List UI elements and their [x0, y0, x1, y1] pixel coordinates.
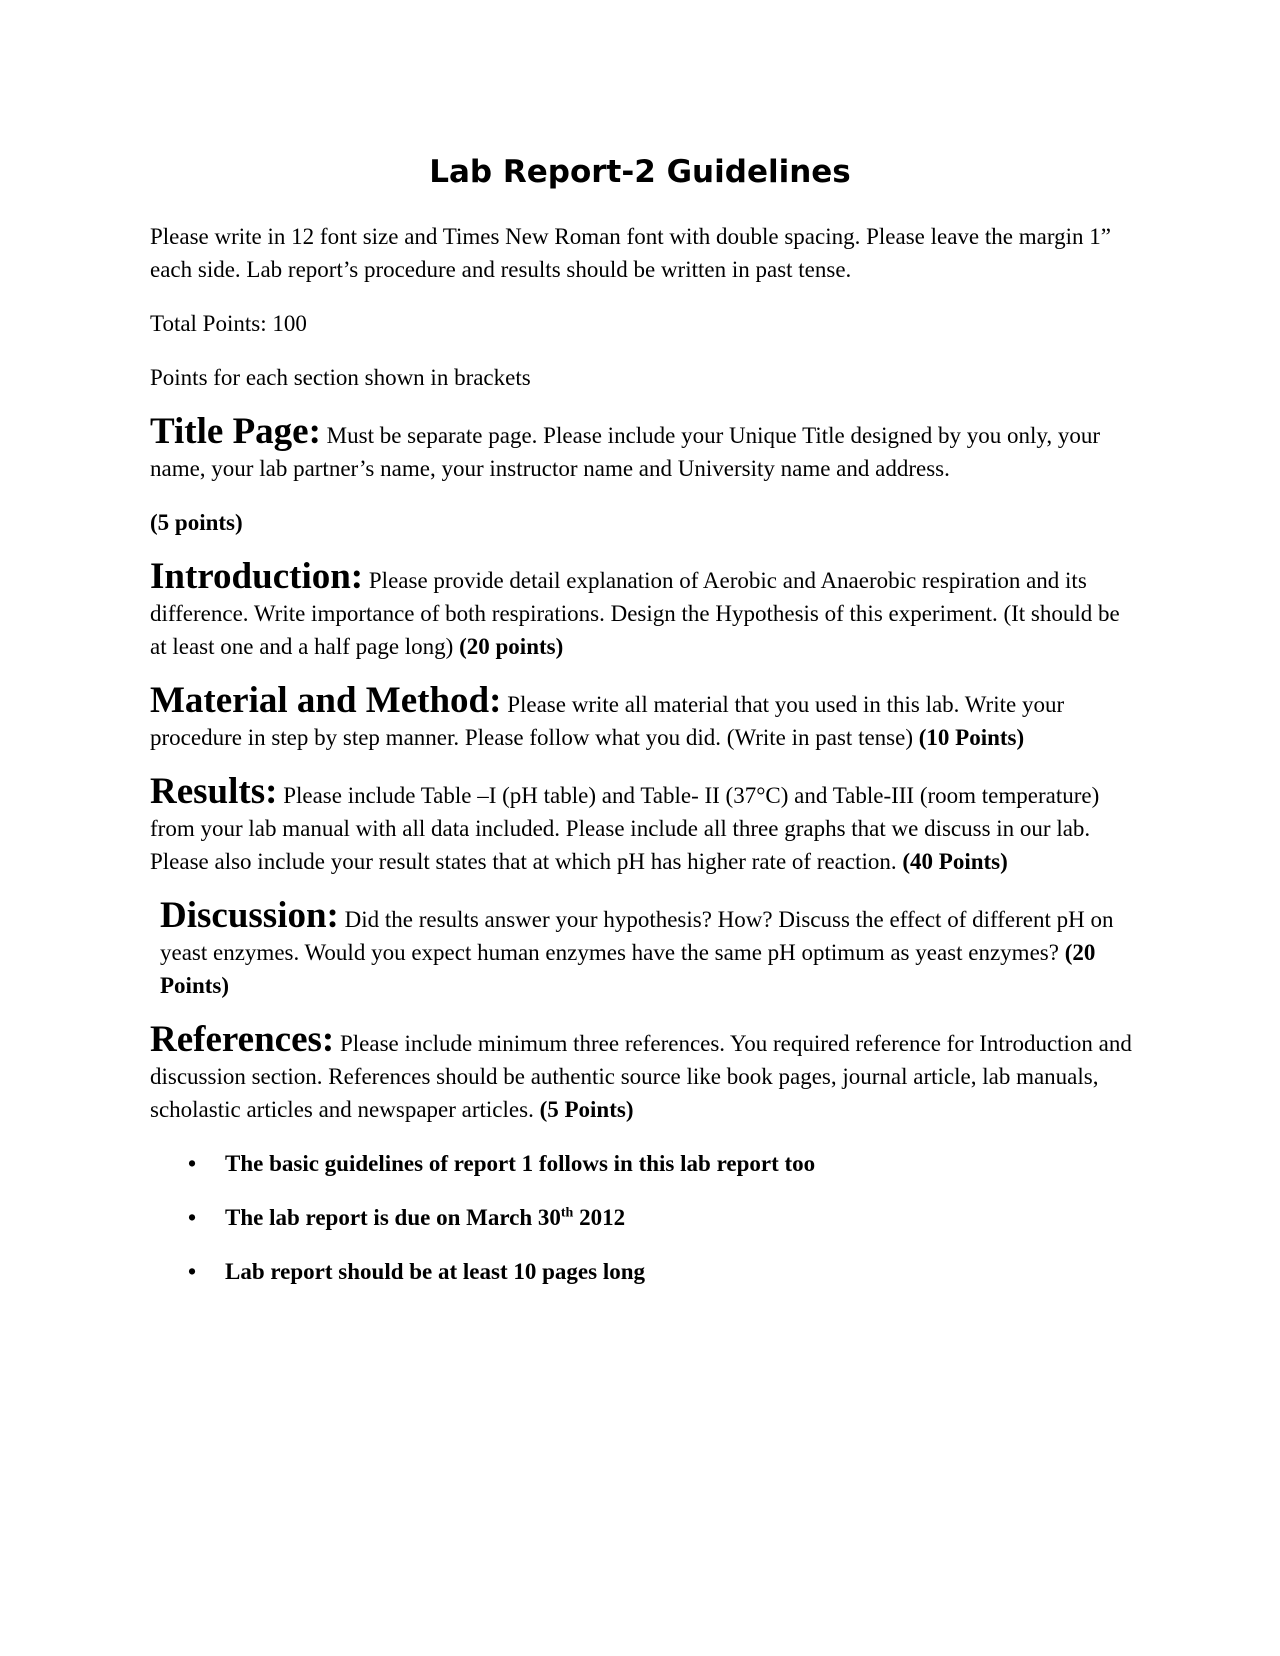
section-body: Please write all material that you used in this lab. Write your procedure in step by step manner. Please follow what you did. (Write in past tense) — [150, 692, 1065, 750]
section-results — [150, 771, 1140, 878]
points-note: Points for each section shown in brackets — [150, 365, 531, 390]
section-points: (10 Points) — [918, 725, 1025, 750]
section-introduction — [150, 556, 1140, 663]
notes-list — [150, 1147, 1140, 1288]
section-points: (40 Points) — [902, 849, 1008, 874]
list-item-text: The basic guidelines of report 1 follows in this lab report too — [225, 1151, 816, 1176]
page-title: Lab Report-2 Guidelines — [429, 154, 851, 190]
section-body: Please include Table –I (pH table) and Table- II (37°C) and Table-III (room temperature) from your lab manual with all data included. Please include all three graphs that we discuss in our lab. Please also include your result states that at which pH has higher rate of reaction. — [150, 783, 1100, 874]
section-points: (20 points) — [459, 634, 564, 659]
list-item — [150, 1201, 1140, 1234]
section-heading: Introduction: — [150, 556, 364, 597]
section-body: Please include minimum three references. You required reference for Introduction and discussion section. References should be authentic source like book pages, journal article, lab manuals, scholastic articles and newspaper articles. — [150, 1031, 1132, 1122]
section-discussion — [150, 895, 1140, 1002]
section-points: (20 Points) — [160, 940, 1096, 998]
section-heading: Title Page: — [150, 411, 321, 452]
list-item-text: Lab report should be at least 10 pages long — [225, 1259, 646, 1284]
section-heading: Discussion: — [160, 895, 339, 936]
section-heading: Results: — [150, 771, 278, 812]
section-points: (5 points) — [150, 510, 243, 535]
section-title-page — [150, 411, 1140, 485]
section-points: (5 Points) — [539, 1097, 634, 1122]
formatting-instructions: Please write in 12 font size and Times New Roman font with double spacing. Please leave the margin 1” each side. Lab report’s procedure and results should be written in past tense. — [150, 224, 1111, 282]
list-item — [150, 1255, 1140, 1288]
list-item-text-year: 2012 — [573, 1205, 626, 1230]
list-item — [150, 1147, 1140, 1180]
section-heading: Material and Method: — [150, 680, 502, 721]
section-material-method — [150, 680, 1140, 754]
section-title-page-points-line — [150, 506, 1140, 539]
bullet-icon: • — [188, 1205, 197, 1230]
section-body: Did the results answer your hypothesis? How? Discuss the effect of different pH on yeast enzymes. Would you expect human enzymes have the same pH optimum as yeast enzymes? — [160, 907, 1114, 965]
section-heading: References: — [150, 1019, 335, 1060]
bullet-icon: • — [188, 1151, 197, 1176]
list-item-text: The lab report is due on March 30 — [225, 1205, 561, 1230]
section-body: Must be separate page. Please include your Unique Title designed by you only, your name, your lab partner’s name, your instructor name and University name and address. — [150, 423, 1101, 481]
total-points: Total Points: 100 — [150, 311, 307, 336]
document-body — [150, 220, 1140, 1309]
bullet-icon: • — [188, 1259, 197, 1284]
ordinal-suffix: th — [560, 1205, 574, 1221]
section-references — [150, 1019, 1140, 1126]
section-body: Please provide detail explanation of Aerobic and Anaerobic respiration and its difference. Write importance of both respirations. Design the Hypothesis of this experiment. (It should be at least one and a half page long) — [150, 568, 1120, 659]
